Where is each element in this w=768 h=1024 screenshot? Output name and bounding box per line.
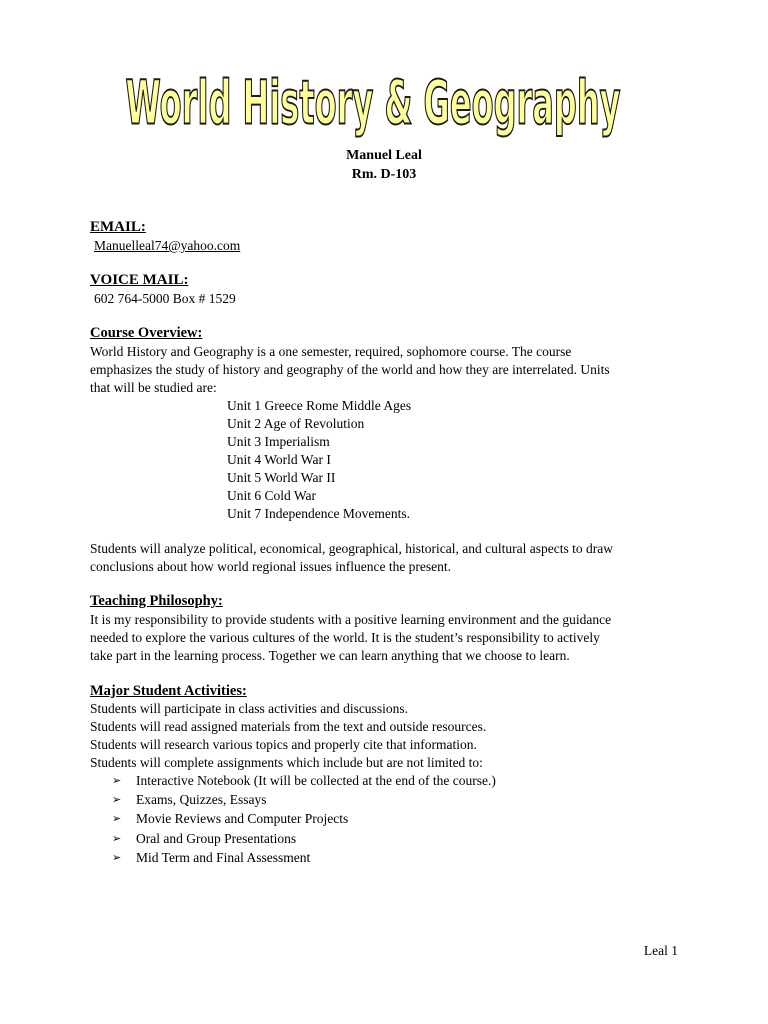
arrow-bullet-icon: ➢ — [112, 831, 122, 845]
email-heading: EMAIL: — [90, 219, 146, 235]
bullet-item — [112, 829, 496, 848]
philosophy-line: It is my responsibility to provide students with a positive learning environment and the guidance — [90, 612, 612, 627]
activities-heading: Major Student Activities: — [90, 683, 247, 699]
overview-line: emphasizes the study of history and geography of the world and how they are interrelated. Units — [90, 362, 610, 377]
email-link[interactable]: Manuelleal74@yahoo.com — [94, 238, 241, 253]
room-number: Rm. D-103 — [351, 167, 417, 182]
overview-line: that will be studied are: — [90, 380, 217, 395]
bullet-item — [112, 790, 496, 809]
philosophy-line: take part in the learning process. Together we can learn anything that we choose to learn. — [90, 648, 570, 663]
unit-list — [227, 397, 411, 523]
bullet-item — [112, 809, 496, 828]
bullet-text: Mid Term and Final Assessment — [136, 849, 311, 865]
voice-mail-heading: VOICE MAIL: — [90, 272, 189, 288]
page-footer: Leal 1 — [643, 943, 678, 958]
philosophy-line: needed to explore the various cultures of the world. It is the student’s responsibility to actively — [90, 630, 600, 645]
course-overview-text — [90, 343, 690, 397]
overview-line: World History and Geography is a one semester, required, sophomore course. The course — [90, 344, 572, 359]
arrow-bullet-icon: ➢ — [112, 850, 122, 864]
bullet-item — [112, 848, 496, 867]
unit-item: Unit 5 World War II — [227, 470, 336, 485]
bullet-text: Oral and Group Presentations — [136, 830, 297, 846]
bullet-item — [112, 771, 496, 790]
unit-item: Unit 6 Cold War — [227, 488, 317, 503]
bullet-text: Interactive Notebook (It will be collected at the end of the course.) — [136, 773, 496, 788]
teaching-philosophy-text — [90, 611, 690, 665]
unit-item: Unit 7 Independence Movements. — [227, 506, 410, 521]
unit-item: Unit 1 Greece Rome Middle Ages — [227, 398, 412, 413]
teacher-name: Manuel Leal — [346, 148, 422, 163]
teaching-philosophy-heading: Teaching Philosophy: — [90, 593, 223, 609]
activities-text — [90, 700, 690, 772]
title-wordart — [118, 62, 628, 142]
closing-line: conclusions about how world regional issues influence the present. — [90, 559, 452, 574]
activity-line: Students will participate in class activities and discussions. — [90, 701, 408, 716]
course-overview-heading: Course Overview: — [90, 325, 203, 341]
page-title: World History & Geography — [125, 67, 621, 139]
activity-line: Students will research various topics and properly cite that information. — [90, 737, 477, 752]
arrow-bullet-icon: ➢ — [112, 793, 122, 807]
activity-line: Students will complete assignments which include but are not limited to: — [90, 755, 483, 770]
unit-item: Unit 4 World War I — [227, 452, 331, 467]
activity-bullet-list — [112, 771, 496, 867]
arrow-bullet-icon: ➢ — [112, 812, 122, 826]
closing-line: Students will analyze political, economical, geographical, historical, and cultural aspects to draw — [90, 541, 613, 556]
voice-mail-number: 602 764-5000 Box # 1529 — [94, 291, 236, 306]
activity-line: Students will read assigned materials from the text and outside resources. — [90, 719, 487, 734]
unit-item: Unit 2 Age of Revolution — [227, 416, 365, 431]
arrow-bullet-icon: ➢ — [112, 774, 122, 787]
bullet-text: Movie Reviews and Computer Projects — [136, 811, 349, 827]
bullet-text: Exams, Quizzes, Essays — [136, 792, 267, 808]
overview-closing — [90, 540, 690, 576]
unit-item: Unit 3 Imperialism — [227, 434, 330, 449]
